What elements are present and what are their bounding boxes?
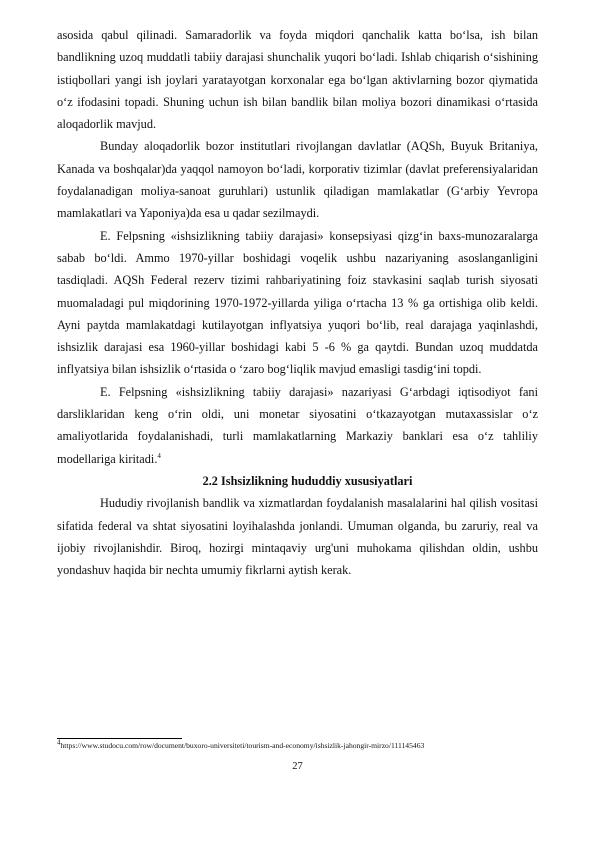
footnote-marker: 4 [57,738,61,747]
section-heading: 2.2 Ishsizlikning hududdiy xususiyatlari [202,473,413,488]
footnote-divider [57,738,182,739]
paragraph-continuation: asosida qabul qilinadi. Samaradorlik va foyda miqdori qanchalik katta bo‘lsa, ish bilan bandlikning uzoq muddatli tabiiy darajasi shunchalik yuqori bo‘ladi. Ishlab chiqarish o‘sishining istiqbollari yangi ish joylari yaratayotgan korxonalar ega bo‘lgan aktivlarning bozor qiymatida o‘z ifodasini topadi. Shuning uchun ish bilan bandlik bilan moliya bozori dinamikasi o‘rtasida aloqadorlik mavjud. [57,28,538,132]
paragraph-felps-theory [57,381,538,470]
footnote [57,738,557,750]
paragraph-felps-concept: E. Felpsning «ishsizlikning tabiiy darajasi» konsepsiyasi qizg‘in baxs-munozaralarga sabab bo‘ldi. Ammo 1970-yillar boshidagi voqelik ushbu nazariyaning asoslanganligini tasdiqladi. AQSh Federal rezerv tizimi rahbariyatining foiz stavkasini saqlab turish siyosati muomaladagi pul miqdorining 1970-1972-yillarda yiliga o‘rtacha 13 % ga ortishiga olib keldi. Ayni paytda mamlakatdagi kutilayotgan inflyatsiya yuqori bo‘lib, real darajaga yaqinlashdi, ishsizlik darajasi esa 1960-yillar boshidagi kabi 5 -6 % ga qaytdi. Bundan uzoq muddatda inflyatsiya bilan ishsizlik o‘rtasida o ‘zaro bog‘liqlik mavjud emasligi tasdig‘ini topdi. [57,228,538,377]
body-text [57,24,538,581]
footnote-reference[interactable]: 4 [157,451,161,460]
page-number: 27 [292,761,303,772]
paragraph-hududiy: Hududiy rivojlanish bandlik va xizmatlardan foydalanish masalalarini hal qilish vositasi sifatida federal va shtat siyosatini loyihalashda jonlandi. Umuman olganda, bu zaruriy, real va ijobiy rivojlanishdir. Biroq, hozirgi mintaqaviy urg'uni muhokama qilishdan oldin, ushbu yondashuv haqida bir nechta umumiy fikrlarni aytish kerak. [57,496,538,578]
footnote-link[interactable]: https://www.studocu.com/row/document/buxoro-universiteti/tourism-and-economy/ishsizlik-jahongir-mirzo/111145463 [60,741,425,750]
paragraph-aloqadorlik: Bunday aloqadorlik bozor institutlari rivojlangan davlatlar (AQSh, Buyuk Britaniya, Kanada va boshqalar)da yaqqol namoyon bo‘ladi, korporativ tizimlar (davlat preferensiyalaridan foydalanadigan moliya-sanoat guruhlari) ustunlik qiladigan mamlakatlar (G‘arbiy Yevropa mamlakatlari va Yaponiya)da esa u qadar sezilmaydi. [57,139,538,221]
paragraph-felps-theory-text: E. Felpsning «ishsizlikning tabiiy darajasi» nazariyasi G‘arbdagi iqtisodiyot fani darsliklaridan keng o‘rin oldi, uni monetar siyosatini o‘tkazayotgan mutaxassislar o‘z amaliyotlarida foydalanishadi, turli mamlakatlarning Markaziy banklari esa o‘z tahliliy modellariga kiritadi. [57,384,538,466]
